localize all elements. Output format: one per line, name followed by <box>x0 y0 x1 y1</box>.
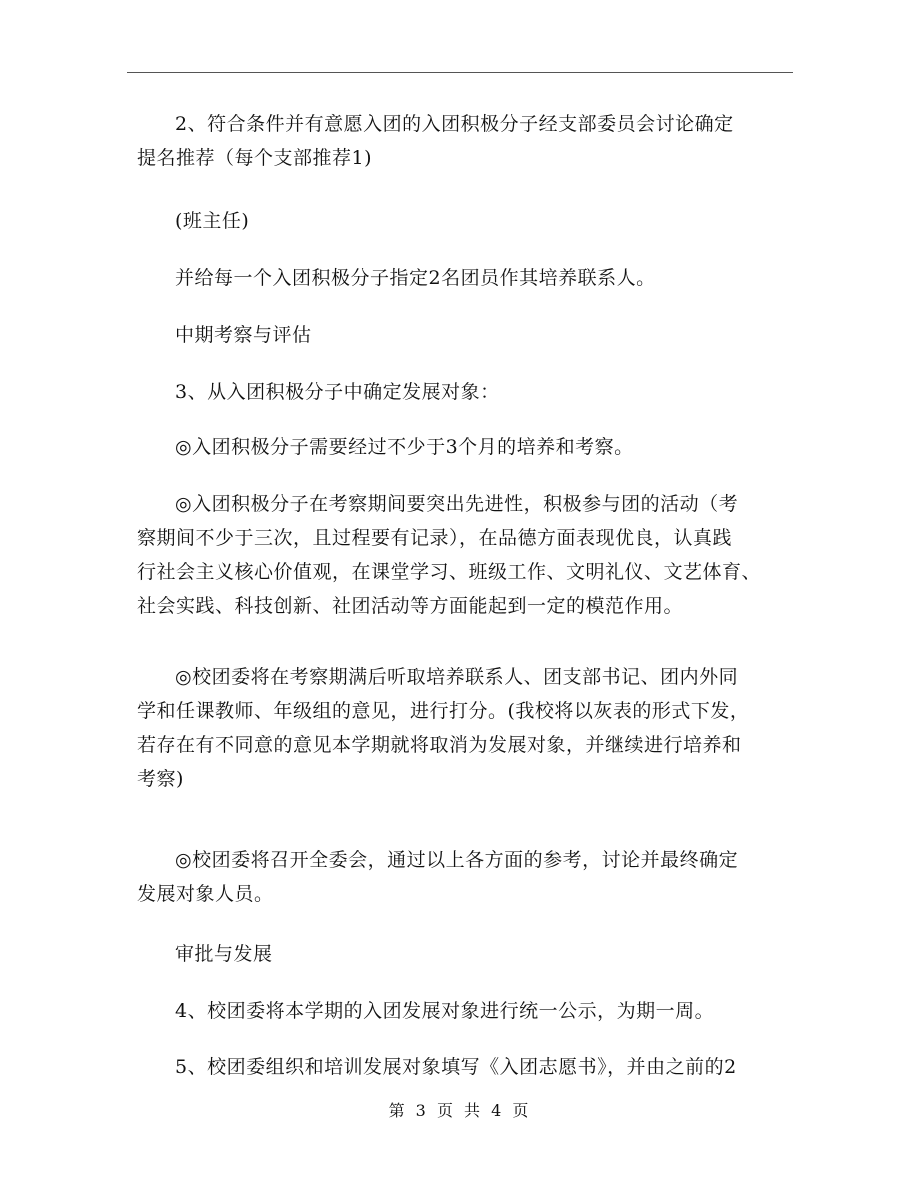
section-heading-midterm: 中期考察与评估 <box>175 324 312 346</box>
paragraph-bullet-evaluation: ◎校团委将在考察期满后听取培养联系人、团支部书记、团内外同 学和任课教师、年级组的意见，进行打分。(我校将以灰表的形式下发， 若存在有不同意的意见本学期就将取消为发展对象，并继续进行培养和 考察) <box>137 666 750 790</box>
paragraph-assign-contacts: 并给每一个入团积极分子指定2名团员作其培养联系人。 <box>175 267 656 289</box>
paragraph-bullet-duration: ◎入团积极分子需要经过不少于3个月的培养和考察。 <box>175 436 634 458</box>
header-rule <box>127 72 793 73</box>
page-number-footer: 第 3 页 共 4 页 <box>388 1101 532 1120</box>
paragraph-item-5: 5、校团委组织和培训发展对象填写《入团志愿书》，并由之前的2 <box>175 1056 737 1078</box>
section-heading-approval: 审批与发展 <box>175 943 273 965</box>
paragraph-bullet-conduct: ◎入团积极分子在考察期间要突出先进性，积极参与团的活动（考 察期间不少于三次，且过程要有记录），在品德方面表现优良，认真践 行社会主义核心价值观，在课堂学习、班级工作、文明礼仪、文艺体育、 社会实践、科技创新、社团活动等方面能起到一定的模范作用。 <box>137 493 762 617</box>
paragraph-item-4: 4、校团委将本学期的入团发展对象进行统一公示，为期一周。 <box>175 1000 715 1022</box>
paragraph-item-3: 3、从入团积极分子中确定发展对象： <box>175 381 500 403</box>
paragraph-bullet-committee: ◎校团委将召开全委会，通过以上各方面的参考，讨论并最终确定 发展对象人员。 <box>137 849 739 905</box>
paragraph-item-2: 2、符合条件并有意愿入团的入团积极分子经支部委员会讨论确定 提名推荐（每个支部推荐1) <box>137 113 734 169</box>
paragraph-class-teacher: (班主任) <box>175 210 250 232</box>
